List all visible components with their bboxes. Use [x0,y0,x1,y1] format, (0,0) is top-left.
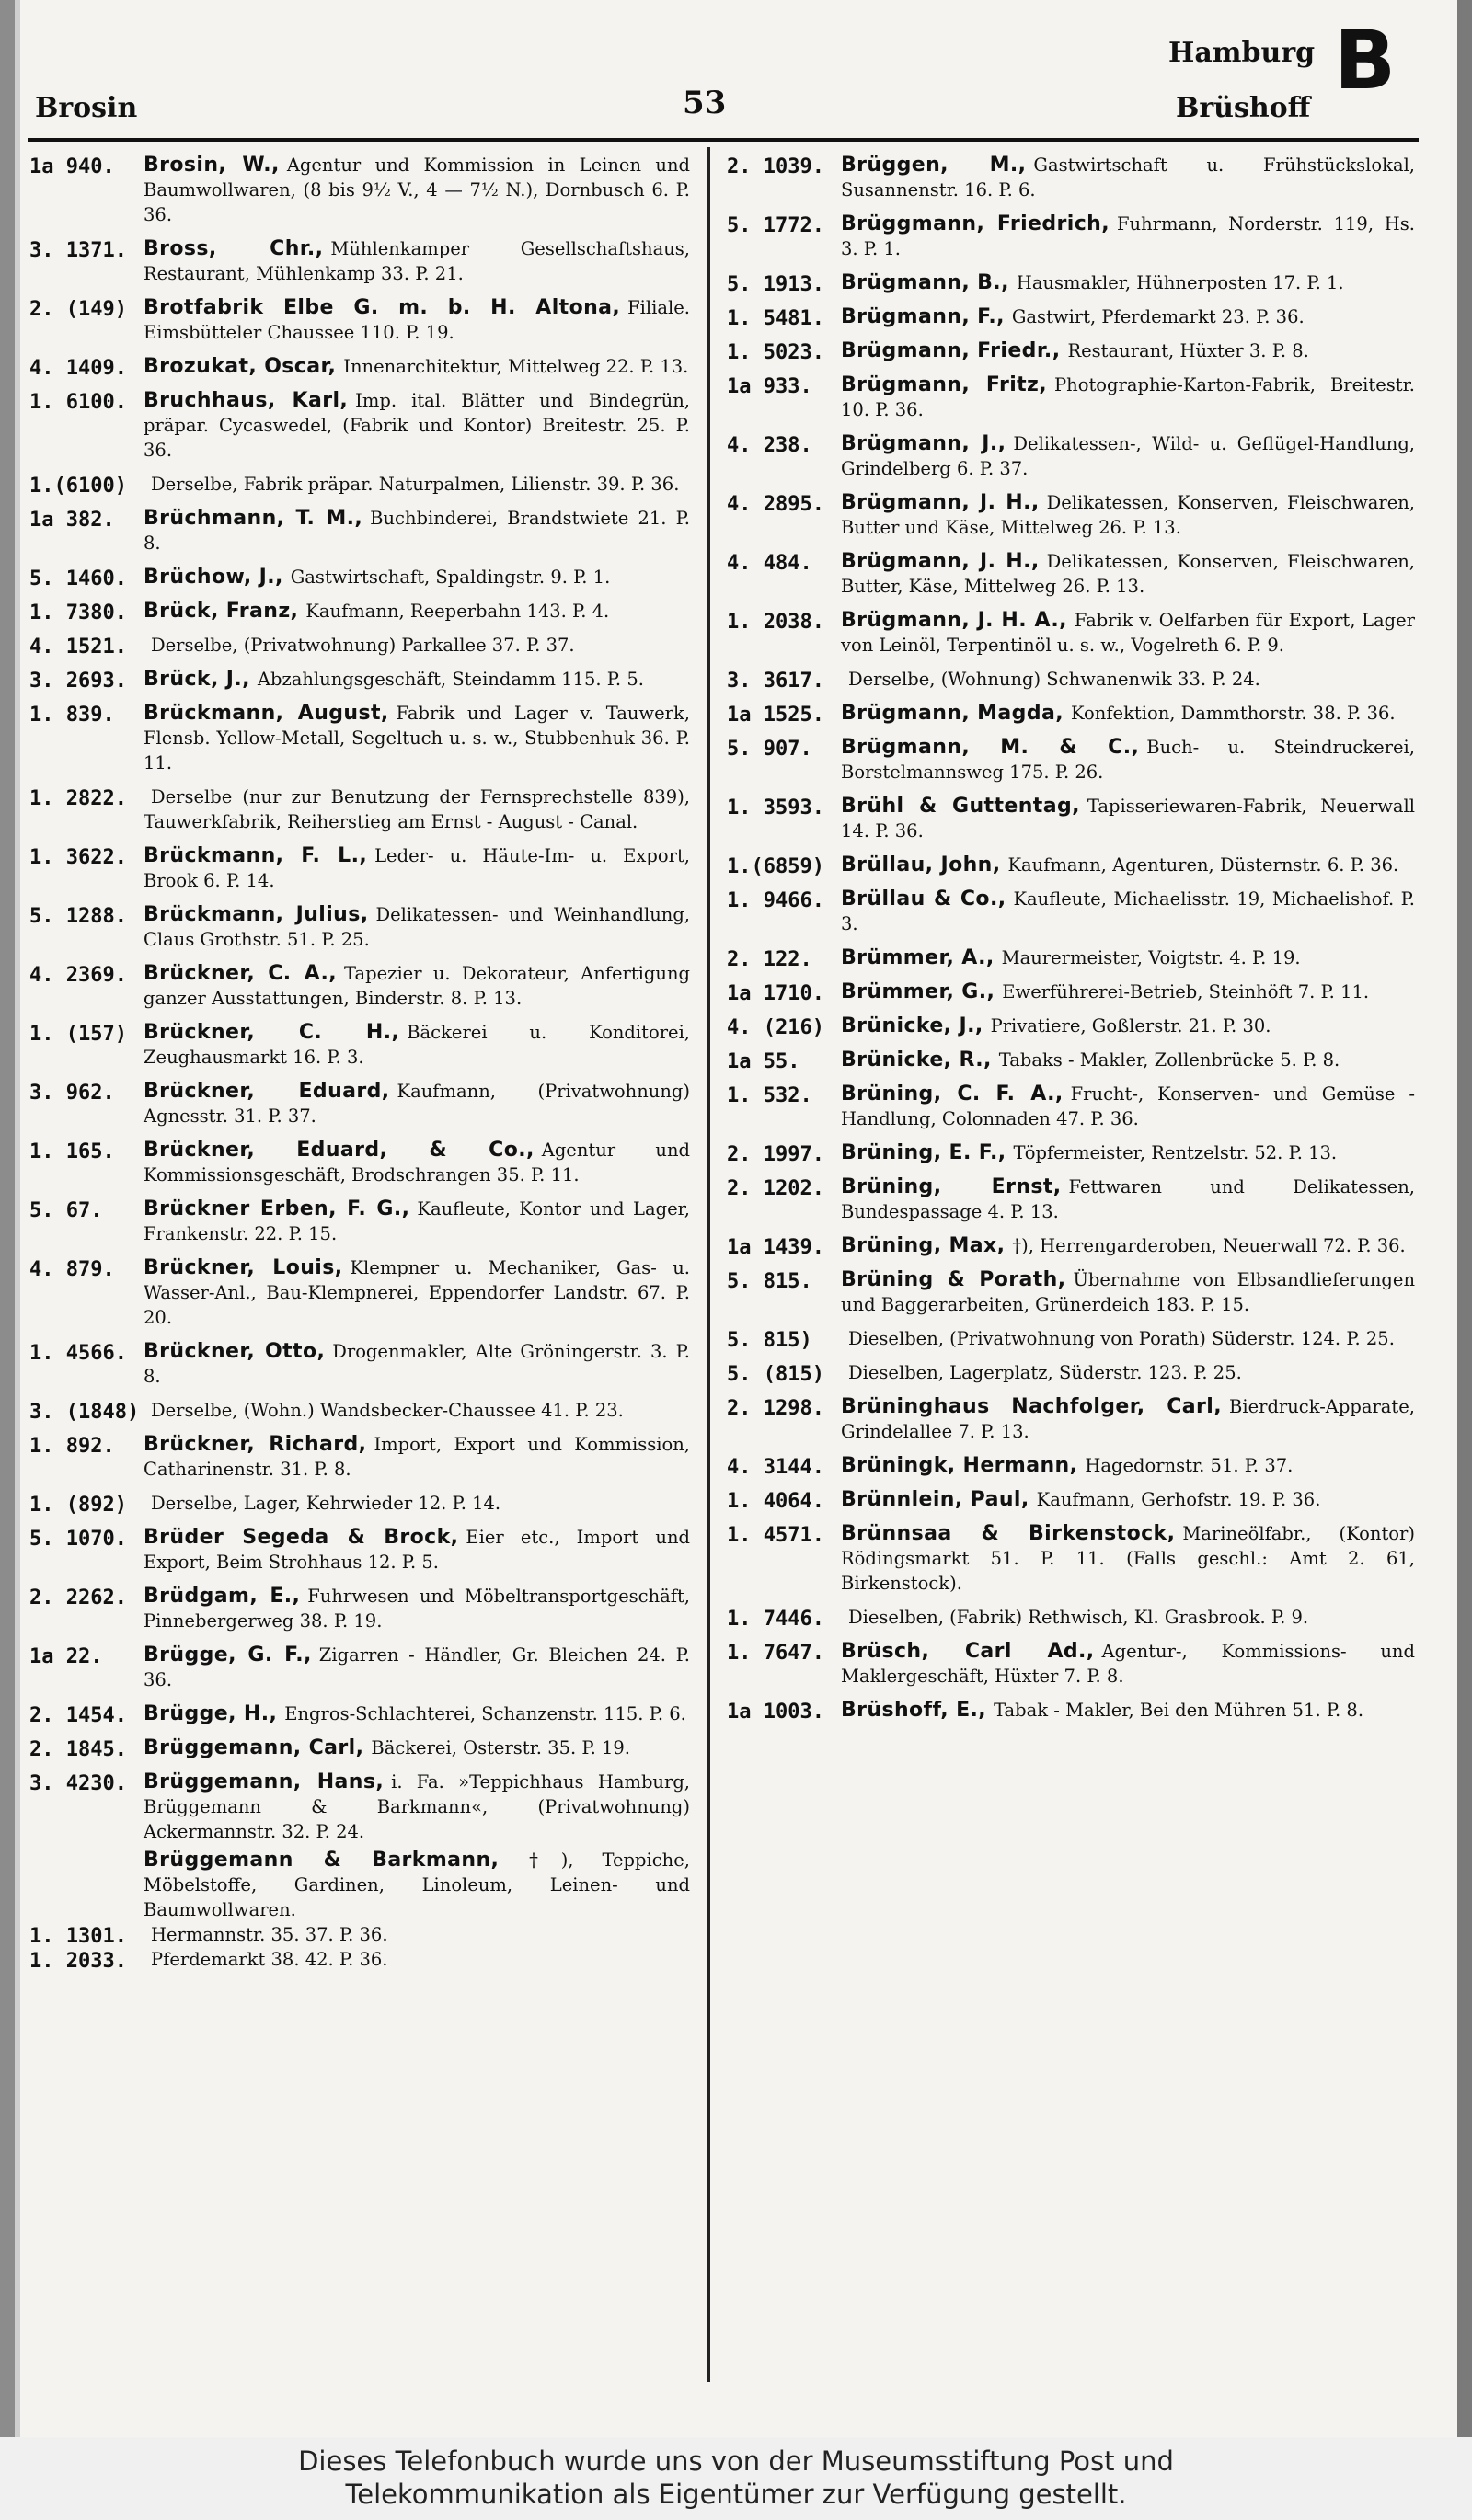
entry-details: Töpfermeister, Rentzelstr. 52. P. 13. [1013,1142,1338,1163]
entry-details: Engros-Schlachterei, Schanzenstr. 115. P. 6. [284,1703,686,1724]
subscriber-name: Brügge, G. F., [144,1644,312,1667]
entry-details: Delikatessen- und Weinhandlung, Claus Grothstr. 51. P. 25. [144,904,690,950]
phone-number: 5. 1460. [29,567,127,590]
directory-entry [29,1197,690,1246]
left-column [29,153,690,1981]
entry-details: Kaufleute, Kontor und Lager, Frankenstr. 22. P. 15. [144,1198,690,1244]
directory-entry [727,1487,1415,1512]
entry-details: Marineölfabr., (Kontor) Rödingsmarkt 51. P. 11. (Falls geschl.: Amt 2. 61, Birkenstock). [841,1523,1415,1594]
phone-number: 5. 1772. [727,214,824,237]
header-last-name: Brüshoff [1176,92,1311,124]
phone-number: 1. 532. [727,1084,812,1107]
entry-details: i. Fa. »Teppichhaus Hamburg, Brüggemann & Barkmann«, (Privatwohnung) Ackermannstr. 32. P. 24. [144,1771,690,1842]
entry-details: Tapisseriewaren-Fabrik, Neuerwall 14. P. 36. [841,796,1416,842]
phone-number: 4. 2895. [727,493,824,516]
subscriber-name: Brüggmann, Friedrich, [841,212,1110,235]
entry-details: Konfektion, Dammthorstr. 38. P. 36. [1070,703,1396,724]
entry-details: Tabak - Makler, Bei den Mühren 51. P. 8. [994,1700,1364,1721]
subscriber-name: Brügmann, Friedr., [841,339,1061,362]
entry-details: Gastwirtschaft, Spaldingstr. 9. P. 1. [290,567,611,588]
directory-entry [727,153,1415,202]
phone-number: 5. 815. [727,1270,812,1293]
subscriber-name: Brünnsaa & Birkenstock, [841,1522,1176,1545]
directory-entry [29,1922,690,1947]
directory-entry [727,270,1415,295]
phone-number: 3. 4230. [29,1772,127,1795]
directory-entry [29,843,690,893]
entry-details: Maurermeister, Voigtstr. 4. P. 19. [1001,947,1301,968]
entry-details: Buchbinderei, Brandstwiete 21. P. 8. [144,508,691,554]
subscriber-name: Brüning, E. F., [841,1141,1006,1164]
phone-number: 5. 1288. [29,905,127,928]
phone-number: 1. (892) [29,1494,127,1517]
phone-number: 1. 5481. [727,307,824,330]
directory-entry [727,1521,1415,1596]
subscriber-name: Brück, Franz, [144,600,299,623]
entry-details: Bierdruck-Apparate, Grindelallee 7. P. 13. [841,1396,1415,1442]
directory-entry [727,1639,1415,1689]
directory-entry [29,1770,690,1844]
directory-entry [727,1082,1415,1131]
phone-number: 1a 55. [727,1050,800,1073]
subscriber-name: Brüggemann & Barkmann, [144,1849,500,1872]
directory-entry [727,608,1415,658]
entry-details: Hermannstr. 35. 37. P. 36. [151,1924,388,1945]
entry-details: Abzahlungsgeschäft, Steindamm 115. P. 5. [257,669,644,690]
entry-details: Buch- u. Steindruckerei, Borstelmannsweg 175. P. 26. [841,737,1415,783]
page-edge-left [0,0,15,2437]
directory-entry [29,1398,690,1423]
subscriber-name: Brüning & Porath, [841,1268,1066,1291]
entry-details: Privatiere, Goßlerstr. 21. P. 30. [990,1015,1271,1037]
phone-number: 5. 67. [29,1199,103,1222]
directory-entry [727,853,1415,877]
entry-details: Tabaks - Makler, Zollenbrücke 5. P. 8. [998,1049,1340,1071]
entry-details: Derselbe, (Wohn.) Wandsbecker-Chaussee 41. P. 23. [151,1400,624,1421]
phone-number: 2. 1202. [727,1177,824,1200]
directory-entry [29,1735,690,1760]
subscriber-name: Bross, Chr., [144,237,324,260]
entry-details: Photographie-Karton-Fabrik, Breitestr. 10. P. 36. [841,374,1416,420]
directory-entry [727,431,1415,481]
subscriber-name: Brügmann, J., [841,432,1006,455]
subscriber-name: Brüder Segeda & Brock, [144,1526,459,1549]
entry-details: Übernahme von Elbsandlieferungen und Baggerarbeiten, Grünerdeich 183. P. 15. [841,1269,1416,1315]
phone-number: 5. 815) [727,1329,812,1352]
directory-entry [727,549,1415,599]
entry-details: Fettwaren und Delikatessen, Bundespassage 4. P. 13. [841,1176,1415,1222]
subscriber-name: Bruchhaus, Karl, [144,389,349,412]
right-column [727,153,1415,1732]
subscriber-name: Brümmer, G., [841,980,995,1003]
directory-entry [727,338,1415,363]
subscriber-name: Brüggen, M., [841,154,1027,177]
phone-number: 1. 2033. [29,1950,127,1973]
phone-number: 1a 22. [29,1645,103,1668]
directory-entry [727,979,1415,1004]
subscriber-name: Brüchmann, T. M., [144,507,363,530]
directory-entry [727,1267,1415,1317]
subscriber-name: Brüning, Ernst, [841,1175,1062,1198]
directory-entry [29,388,690,463]
header-first-name: Brosin [35,92,138,124]
phone-number: 1. 4064. [727,1490,824,1513]
phone-number: 1. 892. [29,1435,115,1458]
entry-details: Drogenmakler, Alte Gröningerstr. 3. P. 8. [144,1341,691,1387]
phone-number: 2. 1997. [727,1143,824,1166]
subscriber-name: Brüning, Max, [841,1234,1006,1257]
subscriber-name: Brügmann, J. H., [841,491,1040,514]
page-edge-shadow [15,0,20,2437]
entry-details: Derselbe, Lager, Kehrwieder 12. P. 14. [151,1493,501,1514]
directory-entry [29,1525,690,1575]
entry-details: Klempner u. Mechaniker, Gas- u. Wasser-Anl., Bau-Klempnerei, Eppendorfer Landstr. 67. P. 20. [144,1257,690,1328]
directory-entry [29,472,690,497]
phone-number: 1. 4566. [29,1342,127,1365]
phone-number: 2. 2262. [29,1586,127,1609]
entry-details: Ewerführerei-Betrieb, Steinhöft 7. P. 11. [1002,981,1370,1002]
entry-details: Kaufleute, Michaelisstr. 19, Michaelishof. P. 3. [841,888,1415,934]
entry-details: Restaurant, Hüxter 3. P. 8. [1067,340,1309,361]
subscriber-name: Brünnlein, Paul, [841,1488,1029,1511]
entry-details: Hagedornstr. 51. P. 37. [1085,1455,1294,1476]
entry-details: Import, Export und Kommission, Catharinenstr. 31. P. 8. [144,1434,690,1480]
subscriber-name: Brüsch, Carl Ad., [841,1640,1095,1663]
phone-number: 1. 4571. [727,1524,824,1547]
directory-entry [29,785,690,834]
directory-entry [727,304,1415,329]
directory-entry [727,1174,1415,1224]
directory-entry [727,1014,1415,1038]
subscriber-name: Brozukat, Oscar, [144,355,337,378]
footer-notice [0,2437,1472,2520]
directory-entry [29,153,690,227]
phone-number: 4. 3144. [727,1456,824,1479]
subscriber-name: Brügmann, F., [841,305,1005,328]
phone-number: 3. (1848) [29,1401,140,1424]
phone-number: 1a 1710. [727,982,824,1005]
entry-details: Hausmakler, Hühnerposten 17. P. 1. [1016,272,1344,293]
phone-number: 2. 1298. [727,1397,824,1420]
subscriber-name: Brückmann, August, [144,702,389,725]
phone-number: 1. 3593. [727,796,824,819]
entry-details: Delikatessen-, Wild- u. Geflügel-Handlung, Grindelberg 6. P. 37. [841,433,1416,479]
directory-entry [29,295,690,345]
directory-entry [29,1255,690,1330]
subscriber-name: Brügmann, Magda, [841,702,1064,725]
phone-number: 1.(6100) [29,475,127,498]
entry-details: Gastwirt, Pferdemarkt 23. P. 36. [1011,306,1305,327]
directory-entry [727,1698,1415,1723]
directory-entry [29,667,690,692]
phone-number: 3. 2693. [29,670,127,693]
subscriber-name: Brückner, Otto, [144,1340,326,1363]
phone-number: 4. 2369. [29,964,127,987]
directory-entry [727,1360,1415,1385]
directory-entry [29,1947,690,1972]
phone-number: 1. 2038. [727,611,824,634]
phone-number: 1a 933. [727,375,812,398]
phone-number: 1a 1525. [727,704,824,727]
phone-number: 1. 6100. [29,391,127,414]
entry-details: Agentur-, Kommissions- und Maklergeschäft, Hüxter 7. P. 8. [841,1641,1415,1687]
subscriber-name: Brückner, Eduard, & Co., [144,1139,535,1162]
phone-number: 1a 1439. [727,1236,824,1259]
phone-number: 1. 2822. [29,787,127,810]
subscriber-name: Brügge, H., [144,1702,278,1725]
phone-number: 4. (216) [727,1016,824,1039]
directory-entry [727,1326,1415,1351]
directory-entry [727,887,1415,936]
entry-details: Zigarren - Händler, Gr. Bleichen 24. P. 36. [144,1644,690,1690]
directory-entry [727,945,1415,970]
directory-entry [29,506,690,556]
phone-number: 1. (157) [29,1023,127,1046]
directory-entry [727,1453,1415,1478]
subscriber-name: Brückmann, F. L., [144,844,368,867]
entry-details: Derselbe, (Wohnung) Schwanenwik 33. P. 24. [848,669,1260,690]
entry-details: Kaufmann, Agenturen, Düsternstr. 6. P. 36. [1007,854,1399,876]
subscriber-name: Brügmann, J. H., [841,550,1040,573]
directory-entry [29,1584,690,1633]
entry-details: Kaufmann, (Privatwohnung) Agnesstr. 31. P. 37. [144,1081,690,1127]
directory-entry [727,1048,1415,1072]
subscriber-name: Brückner, Louis, [144,1256,343,1279]
directory-entry [29,1020,690,1070]
subscriber-name: Brück, J., [144,668,250,691]
entry-details: Pferdemarkt 38. 42. P. 36. [151,1949,388,1970]
subscriber-name: Brüchow, J., [144,566,283,589]
directory-entry [29,236,690,286]
entry-details: Fuhrwesen und Möbeltransportgeschäft, Pinnebergerweg 38. P. 19. [144,1586,691,1632]
phone-number: 2. 1039. [727,155,824,178]
entry-details: Fuhrmann, Norderstr. 119, Hs. 3. P. 1. [841,213,1415,259]
directory-entry [29,354,690,379]
entry-details: Fabrik und Lager v. Tauwerk, Flensb. Yellow-Metall, Segeltuch u. s. w., Stubbenhuk 36. P. 11. [144,703,690,773]
directory-entry [29,1432,690,1482]
phone-number: 5. 1070. [29,1528,127,1551]
entry-details: Fabrik v. Oelfarben für Export, Lager von Leinöl, Terpentinöl u. s. w., Vogelreth 6. P. 9. [841,610,1415,656]
column-divider [707,147,710,2382]
phone-number: 1. 839. [29,704,115,727]
phone-number: 2. 1845. [29,1738,127,1761]
entry-details: Innenarchitektur, Mittelweg 22. P. 13. [343,356,689,377]
phone-number: 3. 3617. [727,670,824,693]
subscriber-name: Brünicke, J., [841,1014,983,1037]
phone-number: 1. 165. [29,1140,115,1163]
footer-line-2: Telekommunikation als Eigentümer zur Verfügung gestellt. [345,2479,1127,2510]
subscriber-name: Brüshoff, E., [841,1699,987,1722]
entry-details: Agentur und Kommissionsgeschäft, Brodschrangen 35. P. 11. [144,1140,690,1186]
directory-entry [727,490,1415,540]
entry-details: Filiale. Eimsbütteler Chaussee 110. P. 19. [144,297,690,343]
directory-entry [29,961,690,1011]
subscriber-name: Brüninghaus Nachfolger, Carl, [841,1395,1223,1418]
entry-details: Bäckerei, Osterstr. 35. P. 19. [371,1737,630,1758]
phone-number: 5. 1913. [727,273,824,296]
section-letter: B [1334,13,1397,108]
entry-details: Mühlenkamper Gesellschaftshaus, Restaurant, Mühlenkamp 33. P. 21. [144,238,690,284]
subscriber-name: Brügmann, J. H. A., [841,609,1067,632]
subscriber-name: Brosin, W., [144,154,280,177]
entry-details: Kaufmann, Gerhofstr. 19. P. 36. [1036,1489,1321,1510]
entry-details: †), Teppiche, Möbelstoffe, Gardinen, Linoleum, Leinen- und Baumwollwaren. [144,1850,690,1920]
phone-number: 1. 3622. [29,846,127,869]
header-city: Hamburg [1168,37,1316,69]
directory-entry [29,1848,690,1922]
entry-details: †), Herrengarderoben, Neuerwall 72. P. 36. [1012,1235,1406,1256]
footer-line-1: Dieses Telefonbuch wurde uns von der Museumsstiftung Post und [298,2446,1174,2477]
entry-details: Dieselben, Lagerplatz, Süderstr. 123. P. 25. [848,1362,1242,1383]
phone-number: 1a 940. [29,155,115,178]
subscriber-name: Brügmann, M. & C., [841,736,1140,759]
subscriber-name: Brühl & Guttentag, [841,795,1080,818]
subscriber-name: Brotfabrik Elbe G. m. b. H. Altona, [144,296,621,319]
subscriber-name: Brüning, C. F. A., [841,1082,1064,1105]
entry-details: Tapezier u. Dekorateur, Anfertigung ganzer Ausstattungen, Binderstr. 8. P. 13. [144,963,690,1009]
header-rule [28,138,1419,142]
subscriber-name: Brünicke, R., [841,1048,992,1071]
directory-entry [727,1605,1415,1630]
entry-details: Agentur und Kommission in Leinen und Baumwollwaren, (8 bis 9½ V., 4 — 7½ N.), Dornbusch 6. P. 36. [144,155,690,225]
directory-entry [29,902,690,952]
phone-number: 5. 907. [727,738,812,761]
phone-number: 1a 1003. [727,1701,824,1724]
subscriber-name: Brüningk, Hermann, [841,1454,1078,1477]
directory-entry [29,701,690,775]
subscriber-name: Brückner, C. H., [144,1021,400,1044]
entry-details: Derselbe (nur zur Benutzung der Fernsprechstelle 839), Tauwerkfabrik, Reiherstieg am Ernst - August - Canal. [144,786,690,832]
subscriber-name: Brüllau, John, [841,853,1001,876]
subscriber-name: Brümmer, A., [841,946,995,969]
phone-number: 3. 1371. [29,239,127,262]
directory-entry [727,1140,1415,1165]
page-edge-right [1457,0,1472,2437]
phone-number: 1. 9466. [727,889,824,912]
directory-entry [727,794,1415,843]
directory-entry [29,1339,690,1389]
directory-entry [727,1394,1415,1444]
directory-entry [29,599,690,624]
entry-details: Kaufmann, Reeperbahn 143. P. 4. [305,601,610,622]
phone-number: 1. 7647. [727,1642,824,1665]
directory-entry [727,372,1415,422]
phone-number: 4. 238. [727,434,812,457]
phone-number: 1.(6859) [727,855,824,878]
phone-number: 2. (149) [29,298,127,321]
directory-entry [727,735,1415,785]
phone-number: 4. 1521. [29,636,127,659]
directory-entry [29,1079,690,1128]
subscriber-name: Brückner, C. A., [144,962,338,985]
phone-number: 4. 879. [29,1258,115,1281]
subscriber-name: Brügmann, B., [841,271,1009,294]
subscriber-name: Brüggemann, Hans, [144,1770,385,1793]
subscriber-name: Brückmann, Julius, [144,903,369,926]
phone-number: 2. 1454. [29,1704,127,1727]
directory-entry [29,1701,690,1726]
subscriber-name: Brückner, Eduard, [144,1080,390,1103]
entry-details: Derselbe, (Privatwohnung) Parkallee 37. P. 37. [151,635,575,656]
subscriber-name: Brüdgam, E., [144,1585,301,1608]
phone-number: 1. 5023. [727,341,824,364]
entry-details: Delikatessen, Konserven, Fleischwaren, Butter, Käse, Mittelweg 26. P. 13. [841,551,1416,597]
entry-details: Gastwirtschaft u. Frühstückslokal, Susannenstr. 16. P. 6. [841,155,1415,200]
entry-details: Frucht-, Konserven- und Gemüse - Handlung, Colonnaden 47. P. 36. [841,1083,1415,1129]
subscriber-name: Brüllau & Co., [841,888,1006,911]
phone-number: 1a 382. [29,509,115,532]
entry-details: Dieselben, (Fabrik) Rethwisch, Kl. Grasbrook. P. 9. [848,1607,1309,1628]
phone-number: 3. 962. [29,1082,115,1105]
directory-entry [727,701,1415,726]
subscriber-name: Brüggemann, Carl, [144,1736,364,1759]
subscriber-name: Brückner Erben, F. G., [144,1197,410,1220]
entry-details: Delikatessen, Konserven, Fleischwaren, Butter und Käse, Mittelweg 26. P. 13. [841,492,1416,538]
entry-details: Derselbe, Fabrik präpar. Naturpalmen, Lilienstr. 39. P. 36. [151,474,680,495]
phone-number: 1. 7380. [29,601,127,624]
entry-details: Dieselben, (Privatwohnung von Porath) Süderstr. 124. P. 25. [848,1328,1395,1349]
entry-details: Imp. ital. Blätter und Bindegrün, präpar. Cycaswedel, (Fabrik und Kontor) Breitestr. 25. P. 36. [144,390,690,461]
subscriber-name: Brückner, Richard, [144,1433,367,1456]
directory-entry [29,1643,690,1692]
phone-number: 4. 1409. [29,357,127,380]
directory-entry [29,633,690,658]
entry-details: Eier etc., Import und Export, Beim Strohhaus 12. P. 5. [144,1527,690,1573]
phone-number: 2. 122. [727,948,812,971]
phone-number: 4. 484. [727,552,812,575]
entry-details: Leder- u. Häute-Im- u. Export, Brook 6. P. 14. [144,845,690,891]
directory-entry [727,667,1415,692]
directory-entry [727,212,1415,261]
subscriber-name: Brügmann, Fritz, [841,373,1048,396]
phone-number: 1. 7446. [727,1608,824,1631]
entry-details: Bäckerei u. Konditorei, Zeughausmarkt 16. P. 3. [144,1022,690,1068]
phone-number: 1. 1301. [29,1925,127,1948]
directory-entry [29,1138,690,1187]
phone-number: 5. (815) [727,1363,824,1386]
directory-entry [727,1233,1415,1258]
directory-entry [29,565,690,590]
directory-entry [29,1491,690,1516]
page-number: 53 [683,85,727,121]
